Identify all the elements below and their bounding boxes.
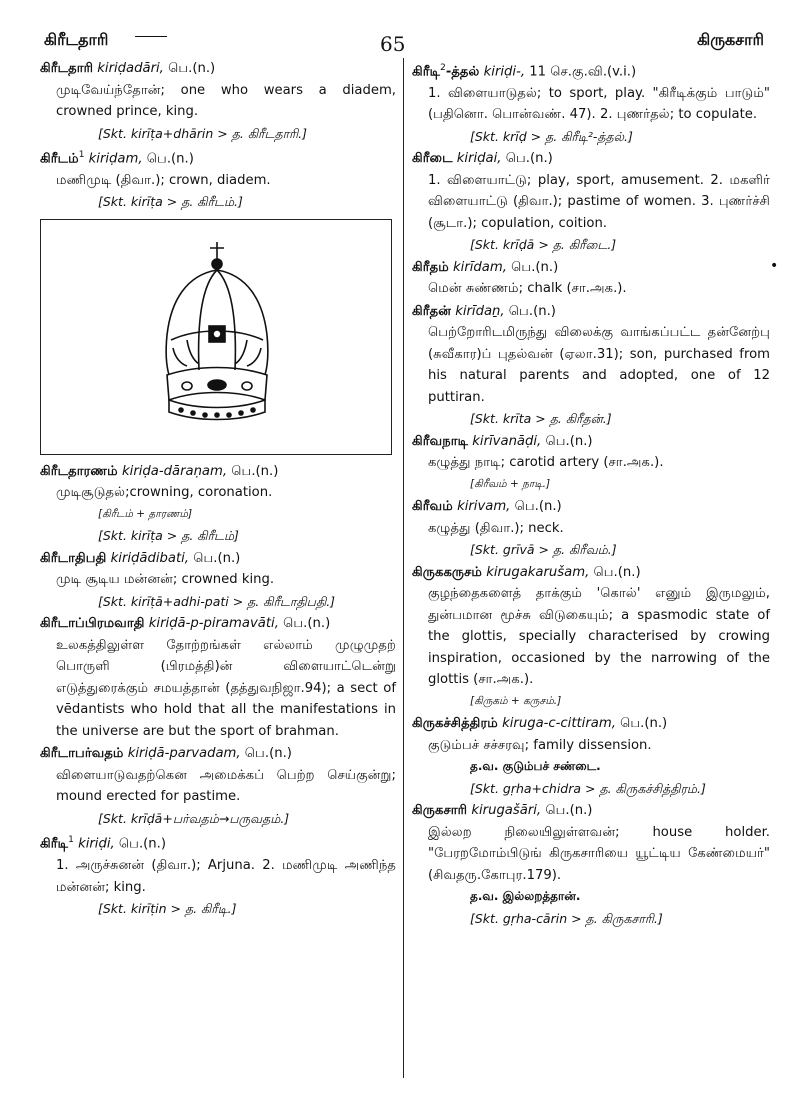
entry-headword: கிருகசாரி	[412, 803, 468, 819]
entry-etymology: [Skt. krīta > த. கிரீதன்.]	[470, 411, 612, 427]
dictionary-entry	[40, 58, 396, 144]
entry-transliteration: kirīdam,	[453, 259, 507, 275]
dictionary-entry	[412, 431, 770, 496]
entry-composition: [கிரீவம் + நாடி.]	[470, 477, 551, 490]
right-running-headword: கிருகசாரி	[697, 30, 764, 49]
entry-pos: 11 செ.கு.வி.(v.i.)	[529, 64, 637, 80]
entry-etymology: [Skt. gṛha+chidra > த. கிருகச்சித்திரம்.]	[470, 780, 706, 796]
entry-etymology: [Skt. grīvā > த. கிரீவம்.]	[470, 542, 617, 558]
entry-definition: இல்லற நிலையிலுள்ளவன்; house holder. "பேரறமோம்பிடுங் கிருகசாரியை யூட்டிய கேண்மையர்" (சிவதரு.கோபுர.179).	[428, 824, 770, 883]
entry-transliteration: kiriḍai,	[456, 151, 502, 167]
margin-dot: •	[770, 258, 779, 274]
entry-headword: கிரீடாப்பிரமவாதி	[40, 616, 145, 632]
entry-headword: கிரீவம்	[412, 499, 453, 515]
dictionary-entry	[40, 613, 396, 742]
entry-headword: கிரீடி	[40, 836, 69, 852]
entry-transliteration: kirivam,	[457, 499, 511, 515]
dictionary-entry	[40, 145, 396, 213]
crown-figure	[40, 219, 392, 455]
entry-definition: மென் சுண்ணம்; chalk (சா.அக.).	[428, 281, 627, 297]
entry-definition: குடும்பச் சச்சரவு; family dissension.	[428, 737, 652, 753]
entry-pos: பெ.(n.)	[505, 151, 553, 167]
entry-pos: பெ.(n.)	[193, 550, 241, 566]
entry-headword: கிரீடதாரணம்	[40, 463, 118, 479]
dictionary-entry	[412, 562, 770, 713]
dictionary-entry	[40, 743, 396, 829]
entry-transliteration: kiriḍi,	[78, 836, 115, 852]
entry-transliteration: kirīdaṉ,	[455, 303, 505, 319]
dictionary-entry	[412, 713, 770, 799]
entry-headword: கிரீடம்	[40, 151, 79, 167]
entry-transliteration: kirugašāri,	[471, 803, 542, 819]
entry-etymology: [Skt. kirīṭa > த. கிரீடம்.]	[98, 194, 243, 210]
entry-headword: கிரீடாபர்வதம்	[40, 746, 124, 762]
entry-definition: முடிவேய்ந்தோன்; one who wears a diadem, crowned prince, king.	[56, 82, 396, 119]
entry-composition: [கிருகம் + கருசம்.]	[470, 694, 562, 707]
dictionary-entry	[412, 800, 770, 929]
entry-transliteration: kiriḍadāri,	[97, 61, 164, 76]
entry-etymology: [Skt. kirīṭā+adhi-pati > த. கிரீடாதிபதி.]	[98, 593, 336, 609]
entry-pos: பெ.(n.)	[514, 499, 562, 515]
entry-headword: கிரீவநாடி	[412, 433, 469, 449]
dictionary-entry	[412, 148, 770, 256]
entry-pos: பெ.(n.)	[283, 616, 331, 632]
dictionary-entry	[40, 830, 396, 919]
entry-transliteration: kiriḍā-parvadam,	[127, 746, 241, 762]
entry-headword: கிருகச்சித்திரம்	[412, 716, 498, 732]
entry-homonym-number: 1	[78, 150, 85, 160]
dictionary-entry	[412, 58, 770, 147]
entry-pos: பெ.(n.)	[620, 716, 668, 732]
entry-headword: கிரீதம்	[412, 259, 449, 275]
dictionary-entry	[40, 548, 396, 613]
entry-pos: பெ.(n.)	[146, 151, 194, 167]
entry-definition: முடி சூடிய மன்னன்; crowned king.	[56, 572, 275, 588]
left-running-headword: கிரீடதாரி	[44, 30, 109, 49]
entry-headword: கிரீடை	[412, 151, 453, 167]
entry-pos: பெ.(n.)	[118, 836, 166, 852]
entry-transliteration: kiriḍādibati,	[110, 550, 189, 566]
entry-tamil-equivalent: த.வ. இல்லறத்தான்.	[470, 889, 581, 904]
dictionary-entry	[412, 496, 770, 561]
entry-pos: பெ.(n.)	[545, 803, 593, 819]
entry-composition: [கிரீடம் + தாரணம்]	[98, 507, 193, 520]
entry-definition: 1. விளையாட்டு; play, sport, amusement. 2. மகளிர் விளையாட்டு (திவா.); pastime of women. 3. புணர்ச்சி (சூடா.); copulation, coition.	[428, 172, 770, 231]
entry-pos: பெ.(n.)	[511, 259, 559, 275]
entry-headword-suffix: -த்தல்	[445, 64, 480, 80]
entry-homonym-number: 2	[440, 63, 446, 73]
entry-pos: பெ.(n.)	[508, 303, 556, 319]
header-rule	[135, 36, 167, 37]
entry-pos: பெ.(n.)	[244, 746, 292, 762]
dictionary-entry	[412, 257, 770, 300]
entry-pos: பெ.(n.)	[593, 564, 641, 580]
entry-definition: உலகத்திலுள்ள தோற்றங்கள் எல்லாம் முழுமுதற் பொருளி (பிரமத்தி)ன் விளையாட்டென்று எடுத்துரைக்கும் சமயத்தான் (தத்துவநிஜா.94); a sect of vēdantists who hold that all the manifestations in the universe are but the sport of brahman.	[56, 637, 396, 739]
entry-transliteration: kiriḍā-p-piramavāti,	[148, 616, 279, 632]
entry-definition: விளையாடுவதற்கென அமைக்கப் பெற்ற செய்குன்று; mound erected for pastime.	[56, 767, 396, 805]
entry-headword: கிரீடாதிபதி	[40, 550, 107, 566]
entry-etymology: [Skt. kirīṭa > த. கிரீடம்]	[98, 528, 239, 544]
entry-definition: கழுத்து நாடி; carotid artery (சா.அக.).	[428, 455, 664, 471]
entry-etymology: [Skt. kirīṭa+dhārin > த. கிரீடதாரி.]	[98, 125, 307, 141]
column-divider	[403, 58, 404, 1078]
page-header	[0, 0, 800, 58]
entry-etymology: [Skt. krīḍā > த. கிரீடை.]	[470, 237, 617, 253]
entry-pos: பெ.(n.)	[168, 61, 216, 76]
entry-pos: பெ.(n.)	[231, 463, 279, 479]
entry-headword: கிருககருசம்	[412, 564, 483, 580]
entry-transliteration: kirīvanāḍi,	[472, 433, 542, 449]
entry-homonym-number: 1	[68, 835, 74, 846]
entry-etymology: [Skt. gṛha-cārin > த. கிருகசாரி.]	[470, 910, 663, 926]
entry-definition: 1. விளையாடுதல்; to sport, play. "கிரீடிக்கும் பாடும்" (பதினொ. பொன்வண். 47). 2. புணர்தல்; to copulate.	[428, 85, 770, 123]
crown-illustration-icon	[157, 240, 277, 440]
entry-pos: பெ.(n.)	[545, 433, 593, 449]
dictionary-entry	[40, 461, 396, 547]
entry-definition: முடிசூடுதல்;crowning, coronation.	[56, 485, 273, 501]
entry-definition: பெற்றோரிடமிருந்து விலைக்கு வாங்கப்பட்ட தன்னேற்பு (சுவீகார)ப் புதல்வன் (ஏலா.31); son, purchased from his natural parents and adopted, one of 12 puttiran.	[428, 325, 770, 405]
entry-definition: குழந்தைகளைத் தாக்கும் 'கொல்' எனும் இருமலும், துன்பமான மூச்சு விடுகையும்; a spasmodic state of the glottis, specially characterised by crowing inspiration, occasioned by the narrowing of the glottis (சா.அக.).	[428, 586, 770, 688]
entry-definition: மணிமுடி (திவா.); crown, diadem.	[56, 172, 271, 188]
page-number: 65	[380, 32, 406, 56]
entry-headword: கிரீதன்	[412, 303, 451, 319]
entry-etymology: [Skt. kirīṭin > த. கிரீடி.]	[98, 901, 237, 917]
entry-transliteration: kirugakarušam,	[486, 564, 590, 580]
entry-tamil-equivalent: த.வ. குடும்பச் சண்டை.	[470, 759, 601, 774]
entry-transliteration: kiriḍam,	[88, 151, 143, 167]
entry-definition: 1. அருச்சுனன் (திவா.); Arjuna. 2. மணிமுடி அணிந்த மன்னன்; king.	[56, 858, 396, 895]
entry-etymology: [Skt. krīḍ > த. கிரீடி²-த்தல்.]	[470, 128, 633, 144]
entry-headword: கிரீடி	[412, 64, 441, 80]
right-column	[412, 58, 770, 930]
entry-transliteration: kiriḍa-dāraṇam,	[122, 463, 228, 479]
entry-headword: கிரீடதாரி	[40, 61, 94, 76]
entry-etymology: [Skt. krīḍā+பர்வதம்→பருவதம்.]	[98, 810, 290, 826]
entry-transliteration: kiriḍi-,	[483, 64, 526, 80]
dictionary-entry	[412, 301, 770, 430]
left-column	[40, 58, 396, 921]
entry-definition: கழுத்து (திவா.); neck.	[428, 520, 564, 536]
entry-transliteration: kiruga-c-cittiram,	[502, 716, 616, 732]
